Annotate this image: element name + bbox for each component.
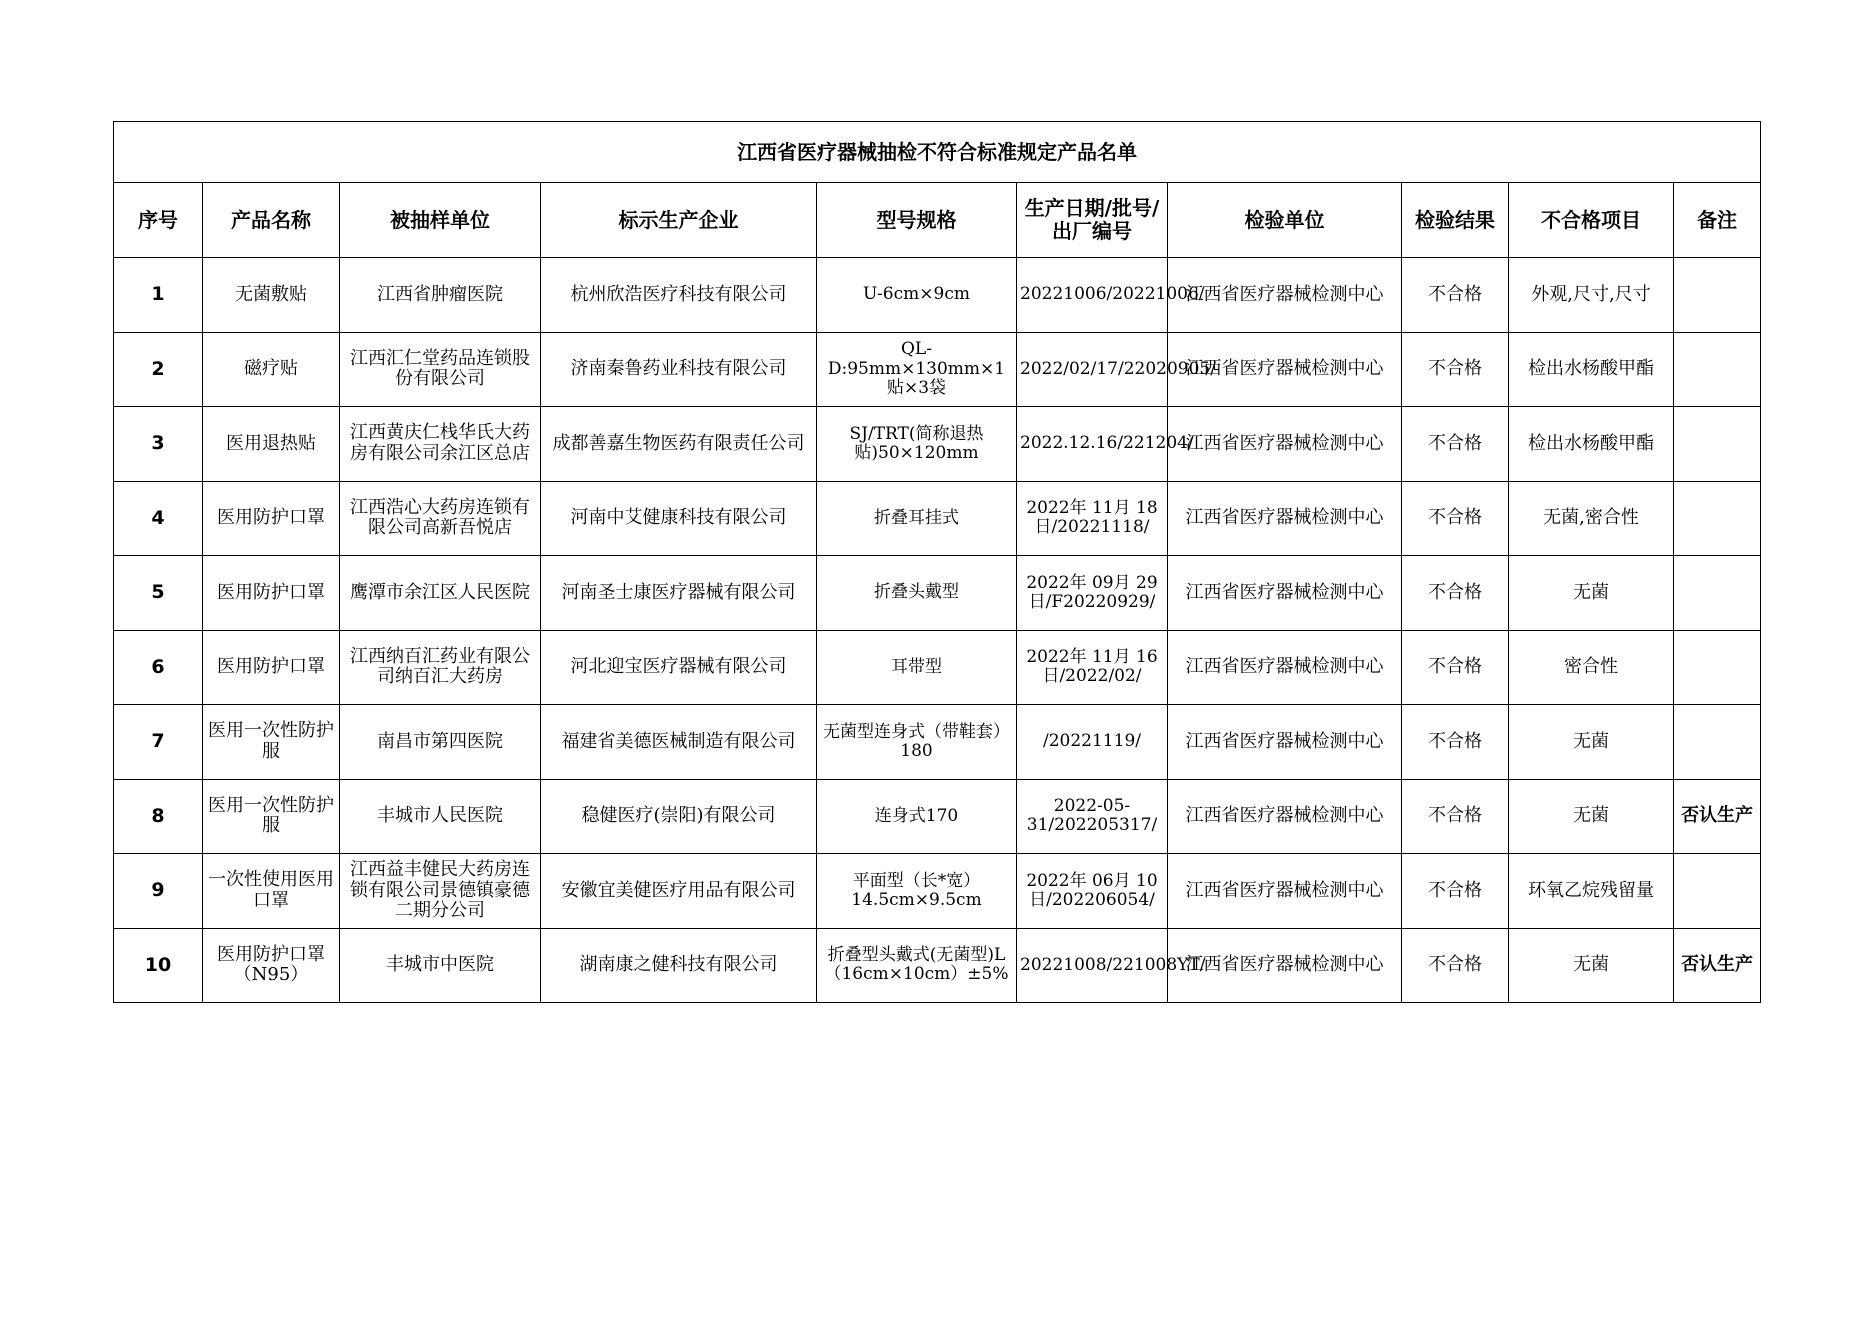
table-row: [114, 854, 1761, 929]
cell-batch: 20221006/20221006/: [1017, 258, 1168, 333]
cell-note: [1674, 481, 1761, 556]
cell-spec: QL-D:95mm×130mm×1贴×3袋: [817, 332, 1017, 407]
column-header-no: 序号: [114, 183, 203, 258]
cell-product: 医用退热贴: [203, 407, 340, 482]
cell-lab: 江西省医疗器械检测中心: [1168, 705, 1402, 780]
cell-result: 不合格: [1402, 407, 1509, 482]
cell-result: 不合格: [1402, 705, 1509, 780]
cell-result: 不合格: [1402, 928, 1509, 1003]
column-header-lab: 检验单位: [1168, 183, 1402, 258]
cell-manufacturer: 济南秦鲁药业科技有限公司: [541, 332, 817, 407]
cell-failed-items: 检出水杨酸甲酯: [1509, 407, 1674, 482]
cell-spec: 无菌型连身式（带鞋套）180: [817, 705, 1017, 780]
table-row: [114, 630, 1761, 705]
cell-note: [1674, 332, 1761, 407]
cell-sampled-unit: 江西汇仁堂药品连锁股份有限公司: [340, 332, 541, 407]
cell-failed-items: 无菌: [1509, 928, 1674, 1003]
cell-failed-items: 检出水杨酸甲酯: [1509, 332, 1674, 407]
cell-sampled-unit: 丰城市中医院: [340, 928, 541, 1003]
cell-note: [1674, 630, 1761, 705]
table-row: [114, 705, 1761, 780]
table-title: 江西省医疗器械抽检不符合标准规定产品名单: [114, 122, 1761, 183]
table-row: [114, 407, 1761, 482]
cell-no: 8: [114, 779, 203, 854]
cell-lab: 江西省医疗器械检测中心: [1168, 407, 1402, 482]
cell-batch: 2022.12.16/221204/: [1017, 407, 1168, 482]
column-header-product: 产品名称: [203, 183, 340, 258]
cell-lab: 江西省医疗器械检测中心: [1168, 630, 1402, 705]
cell-spec: 折叠型头戴式(无菌型)L（16cm×10cm）±5%: [817, 928, 1017, 1003]
cell-result: 不合格: [1402, 556, 1509, 631]
cell-no: 4: [114, 481, 203, 556]
cell-note: [1674, 854, 1761, 929]
cell-no: 7: [114, 705, 203, 780]
cell-spec: 平面型（长*宽）14.5cm×9.5cm: [817, 854, 1017, 929]
cell-failed-items: 无菌,密合性: [1509, 481, 1674, 556]
cell-lab: 江西省医疗器械检测中心: [1168, 779, 1402, 854]
cell-batch: 2022-05-31/202205317/: [1017, 779, 1168, 854]
cell-sampled-unit: 江西黄庆仁栈华氏大药房有限公司余江区总店: [340, 407, 541, 482]
cell-product: 医用防护口罩: [203, 481, 340, 556]
cell-note: 否认生产: [1674, 928, 1761, 1003]
cell-failed-items: 无菌: [1509, 779, 1674, 854]
cell-note: [1674, 407, 1761, 482]
cell-spec: 折叠耳挂式: [817, 481, 1017, 556]
cell-manufacturer: 河南中艾健康科技有限公司: [541, 481, 817, 556]
table-row: [114, 556, 1761, 631]
cell-product: 无菌敷贴: [203, 258, 340, 333]
table-body: [114, 258, 1761, 1003]
cell-lab: 江西省医疗器械检测中心: [1168, 332, 1402, 407]
cell-spec: 折叠头戴型: [817, 556, 1017, 631]
cell-lab: 江西省医疗器械检测中心: [1168, 258, 1402, 333]
cell-sampled-unit: 鹰潭市余江区人民医院: [340, 556, 541, 631]
cell-no: 5: [114, 556, 203, 631]
cell-batch: 2022/02/17/22020905/: [1017, 332, 1168, 407]
cell-batch: 2022年 09月 29日/F20220929/: [1017, 556, 1168, 631]
table-row: [114, 779, 1761, 854]
cell-sampled-unit: 江西益丰健民大药房连锁有限公司景德镇豪德二期分公司: [340, 854, 541, 929]
cell-no: 3: [114, 407, 203, 482]
cell-spec: 连身式170: [817, 779, 1017, 854]
cell-product: 医用防护口罩: [203, 630, 340, 705]
cell-lab: 江西省医疗器械检测中心: [1168, 481, 1402, 556]
cell-sampled-unit: 江西浩心大药房连锁有限公司高新吾悦店: [340, 481, 541, 556]
cell-no: 6: [114, 630, 203, 705]
cell-sampled-unit: 丰城市人民医院: [340, 779, 541, 854]
cell-lab: 江西省医疗器械检测中心: [1168, 928, 1402, 1003]
cell-manufacturer: 安徽宜美健医疗用品有限公司: [541, 854, 817, 929]
cell-spec: U-6cm×9cm: [817, 258, 1017, 333]
cell-result: 不合格: [1402, 779, 1509, 854]
cell-no: 1: [114, 258, 203, 333]
cell-failed-items: 密合性: [1509, 630, 1674, 705]
table-row: [114, 332, 1761, 407]
cell-batch: /20221119/: [1017, 705, 1168, 780]
cell-no: 9: [114, 854, 203, 929]
cell-result: 不合格: [1402, 481, 1509, 556]
table-row: [114, 258, 1761, 333]
cell-no: 10: [114, 928, 203, 1003]
cell-failed-items: 外观,尺寸,尺寸: [1509, 258, 1674, 333]
column-header-manufacturer: 标示生产企业: [541, 183, 817, 258]
column-header-batch: 生产日期/批号/出厂编号: [1017, 183, 1168, 258]
cell-batch: 2022年 06月 10日/202206054/: [1017, 854, 1168, 929]
cell-product: 医用一次性防护服: [203, 779, 340, 854]
column-header-result: 检验结果: [1402, 183, 1509, 258]
cell-product: 一次性使用医用口罩: [203, 854, 340, 929]
cell-note: [1674, 258, 1761, 333]
cell-manufacturer: 福建省美德医械制造有限公司: [541, 705, 817, 780]
cell-spec: 耳带型: [817, 630, 1017, 705]
cell-manufacturer: 湖南康之健科技有限公司: [541, 928, 817, 1003]
cell-product: 医用防护口罩（N95）: [203, 928, 340, 1003]
header-row: [114, 183, 1761, 258]
cell-sampled-unit: 南昌市第四医院: [340, 705, 541, 780]
cell-spec: SJ/TRT(简称退热贴)50×120mm: [817, 407, 1017, 482]
cell-note: [1674, 705, 1761, 780]
cell-manufacturer: 杭州欣浩医疗科技有限公司: [541, 258, 817, 333]
cell-result: 不合格: [1402, 332, 1509, 407]
cell-lab: 江西省医疗器械检测中心: [1168, 854, 1402, 929]
cell-product: 医用一次性防护服: [203, 705, 340, 780]
column-header-sampled-unit: 被抽样单位: [340, 183, 541, 258]
cell-lab: 江西省医疗器械检测中心: [1168, 556, 1402, 631]
cell-batch: 20221008/221008YT/: [1017, 928, 1168, 1003]
table-row: [114, 481, 1761, 556]
cell-manufacturer: 成都善嘉生物医药有限责任公司: [541, 407, 817, 482]
column-header-note: 备注: [1674, 183, 1761, 258]
cell-failed-items: 无菌: [1509, 556, 1674, 631]
cell-manufacturer: 河北迎宝医疗器械有限公司: [541, 630, 817, 705]
cell-batch: 2022年 11月 16日/2022/02/: [1017, 630, 1168, 705]
cell-failed-items: 环氧乙烷残留量: [1509, 854, 1674, 929]
nonconforming-products-table: [113, 121, 1761, 1003]
cell-sampled-unit: 江西纳百汇药业有限公司纳百汇大药房: [340, 630, 541, 705]
cell-result: 不合格: [1402, 630, 1509, 705]
cell-batch: 2022年 11月 18日/20221118/: [1017, 481, 1168, 556]
cell-product: 磁疗贴: [203, 332, 340, 407]
cell-note: [1674, 556, 1761, 631]
cell-result: 不合格: [1402, 854, 1509, 929]
table-row: [114, 928, 1761, 1003]
cell-manufacturer: 稳健医疗(崇阳)有限公司: [541, 779, 817, 854]
cell-result: 不合格: [1402, 258, 1509, 333]
column-header-failed-items: 不合格项目: [1509, 183, 1674, 258]
column-header-spec: 型号规格: [817, 183, 1017, 258]
cell-failed-items: 无菌: [1509, 705, 1674, 780]
cell-manufacturer: 河南圣士康医疗器械有限公司: [541, 556, 817, 631]
cell-no: 2: [114, 332, 203, 407]
cell-note: 否认生产: [1674, 779, 1761, 854]
title-row: [114, 122, 1761, 183]
cell-sampled-unit: 江西省肿瘤医院: [340, 258, 541, 333]
cell-product: 医用防护口罩: [203, 556, 340, 631]
